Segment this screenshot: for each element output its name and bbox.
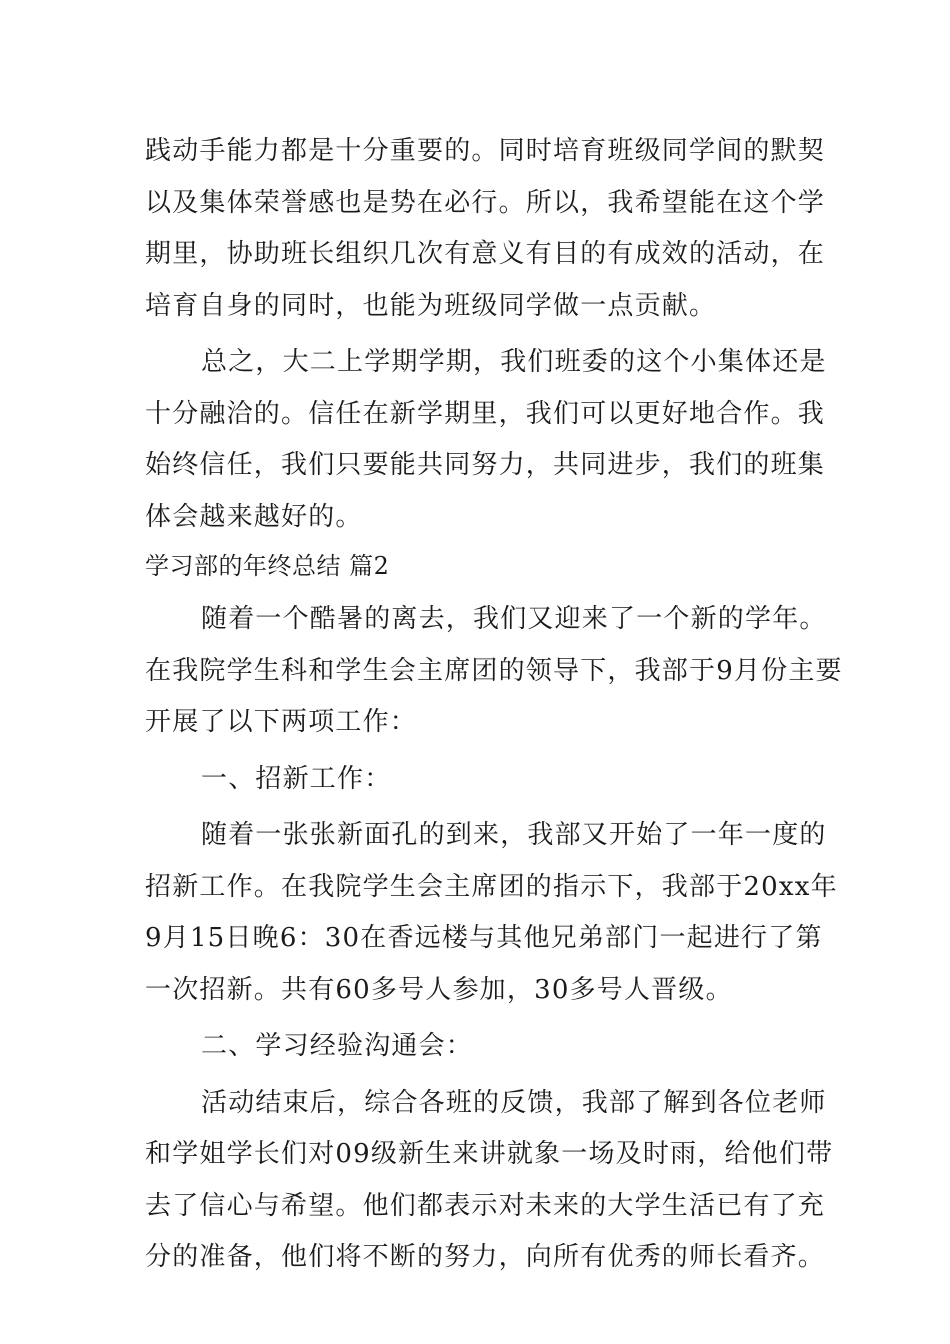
- paragraph-line: 以及集体荣誉感也是势在必行。所以，我希望能在这个学: [145, 187, 826, 218]
- paragraph-1: [145, 126, 826, 332]
- paragraph-line: 9月15日晚6：30在香远楼与其他兄弟部门一起进行了第: [145, 923, 823, 953]
- paragraph-line: 随着一张张新面孔的到来，我部又开始了一年一度的: [201, 820, 827, 850]
- paragraph-4: [145, 810, 838, 1016]
- paragraph-line: 开展了以下两项工作：: [145, 707, 418, 737]
- paragraph-line: 分的准备，他们将不断的努力，向所有优秀的师长看齐。: [145, 1242, 826, 1272]
- paragraph-line: 和学姐学长们对09级新生来讲就象一场及时雨，给他们带: [145, 1139, 834, 1169]
- paragraph-line: 一次招新。共有60多号人参加，30多号人晋级。: [145, 974, 733, 1005]
- paragraph-5: [145, 1078, 834, 1284]
- paragraph-line: 去了信心与希望。他们都表示对未来的大学生活已有了充: [145, 1190, 826, 1221]
- paragraph-line: 培育自身的同时，也能为班级同学做一点贡献。: [145, 290, 717, 321]
- subsection-title-exchange-meeting: 二、学习经验沟通会：: [201, 1031, 474, 1061]
- paragraph-line: 期里，协助班长组织几次有意义有目的有成效的活动，在: [145, 239, 826, 269]
- paragraph-line: 践动手能力都是十分重要的。同时培育班级同学间的默契: [145, 136, 826, 166]
- paragraph-3: [145, 594, 843, 749]
- paragraph-line: 在我院学生科和学生会主席团的领导下，我部于9月份主要: [145, 655, 843, 686]
- section-heading: 学习部的年终总结 篇2: [145, 552, 390, 580]
- subsection-title-recruitment: 一、招新工作：: [201, 763, 392, 794]
- paragraph-line: 十分融洽的。信任在新学期里，我们可以更好地合作。我: [145, 398, 826, 429]
- paragraph-line: 随着一个酷暑的离去，我们又迎来了一个新的学年。: [201, 604, 827, 634]
- paragraph-2: [145, 337, 827, 543]
- paragraph-line: 总之，大二上学期学期，我们班委的这个小集体还是: [201, 347, 827, 377]
- paragraph-line: 始终信任，我们只要能共同努力，共同进步，我们的班集: [145, 450, 826, 480]
- document-body: [145, 126, 843, 1284]
- paragraph-line: 招新工作。在我院学生会主席团的指示下，我部于20xx年: [145, 871, 838, 902]
- paragraph-line: 活动结束后，综合各班的反馈，我部了解到各位老师: [201, 1087, 827, 1118]
- paragraph-line: 体会越来越好的。: [145, 501, 363, 532]
